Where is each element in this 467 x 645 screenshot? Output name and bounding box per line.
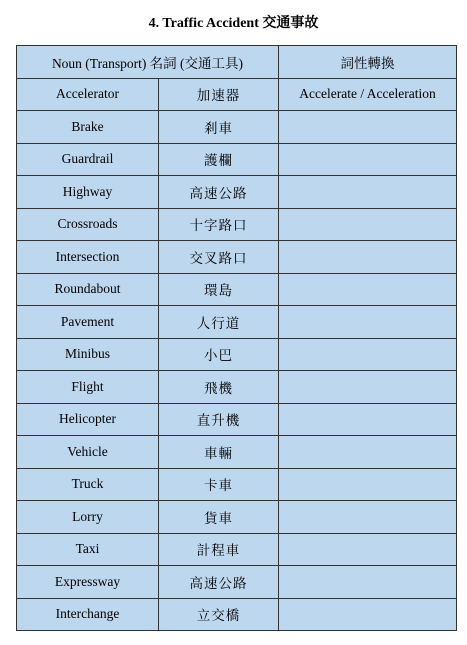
conversion-cell: Accelerate / Acceleration [279,78,457,111]
chinese-term: 卡車 [159,468,279,501]
chinese-term: 剎車 [159,111,279,144]
english-term: Helicopter [17,403,159,436]
chinese-term: 人行道 [159,306,279,339]
conversion-cell [279,501,457,534]
conversion-cell [279,566,457,599]
english-term: Lorry [17,501,159,534]
table-row [17,533,457,566]
chinese-term: 高速公路 [159,566,279,599]
english-term: Flight [17,371,159,404]
table-row [17,501,457,534]
table-row [17,436,457,469]
conversion-cell [279,143,457,176]
english-term: Guardrail [17,143,159,176]
chinese-term: 環島 [159,273,279,306]
english-term: Truck [17,468,159,501]
table-row [17,468,457,501]
table-row [17,566,457,599]
conversion-cell [279,403,457,436]
english-term: Expressway [17,566,159,599]
chinese-term: 立交橋 [159,598,279,631]
chinese-term: 直升機 [159,403,279,436]
conversion-cell [279,468,457,501]
conversion-cell [279,371,457,404]
table-row [17,241,457,274]
conversion-cell [279,533,457,566]
english-term: Accelerator [17,78,159,111]
table-row [17,371,457,404]
english-term: Minibus [17,338,159,371]
chinese-term: 計程車 [159,533,279,566]
english-term: Vehicle [17,436,159,469]
chinese-term: 十字路口 [159,208,279,241]
table-row [17,208,457,241]
conversion-cell [279,111,457,144]
conversion-cell [279,306,457,339]
table-row [17,338,457,371]
header-conversion: 詞性轉換 [279,46,457,79]
conversion-cell [279,436,457,469]
english-term: Brake [17,111,159,144]
chinese-term: 飛機 [159,371,279,404]
conversion-cell [279,208,457,241]
table-row [17,273,457,306]
chinese-term: 護欄 [159,143,279,176]
chinese-term: 車輛 [159,436,279,469]
chinese-term: 貨車 [159,501,279,534]
conversion-cell [279,273,457,306]
chinese-term: 高速公路 [159,176,279,209]
english-term: Crossroads [17,208,159,241]
chinese-term: 交叉路口 [159,241,279,274]
table-row [17,176,457,209]
table-row [17,143,457,176]
table-row [17,598,457,631]
header-noun: Noun (Transport) 名詞 (交通工具) [17,46,279,79]
english-term: Highway [17,176,159,209]
conversion-cell [279,338,457,371]
chinese-term: 加速器 [159,78,279,111]
english-term: Taxi [17,533,159,566]
table-row [17,111,457,144]
conversion-cell [279,176,457,209]
table-row [17,403,457,436]
english-term: Interchange [17,598,159,631]
english-term: Intersection [17,241,159,274]
conversion-cell [279,241,457,274]
page-title: 4. Traffic Accident 交通事故 [148,16,319,31]
table-row [17,306,457,339]
table-row [17,78,457,111]
table-header-row [17,46,457,79]
conversion-cell [279,598,457,631]
english-term: Roundabout [17,273,159,306]
chinese-term: 小巴 [159,338,279,371]
vocabulary-table [16,45,457,631]
english-term: Pavement [17,306,159,339]
